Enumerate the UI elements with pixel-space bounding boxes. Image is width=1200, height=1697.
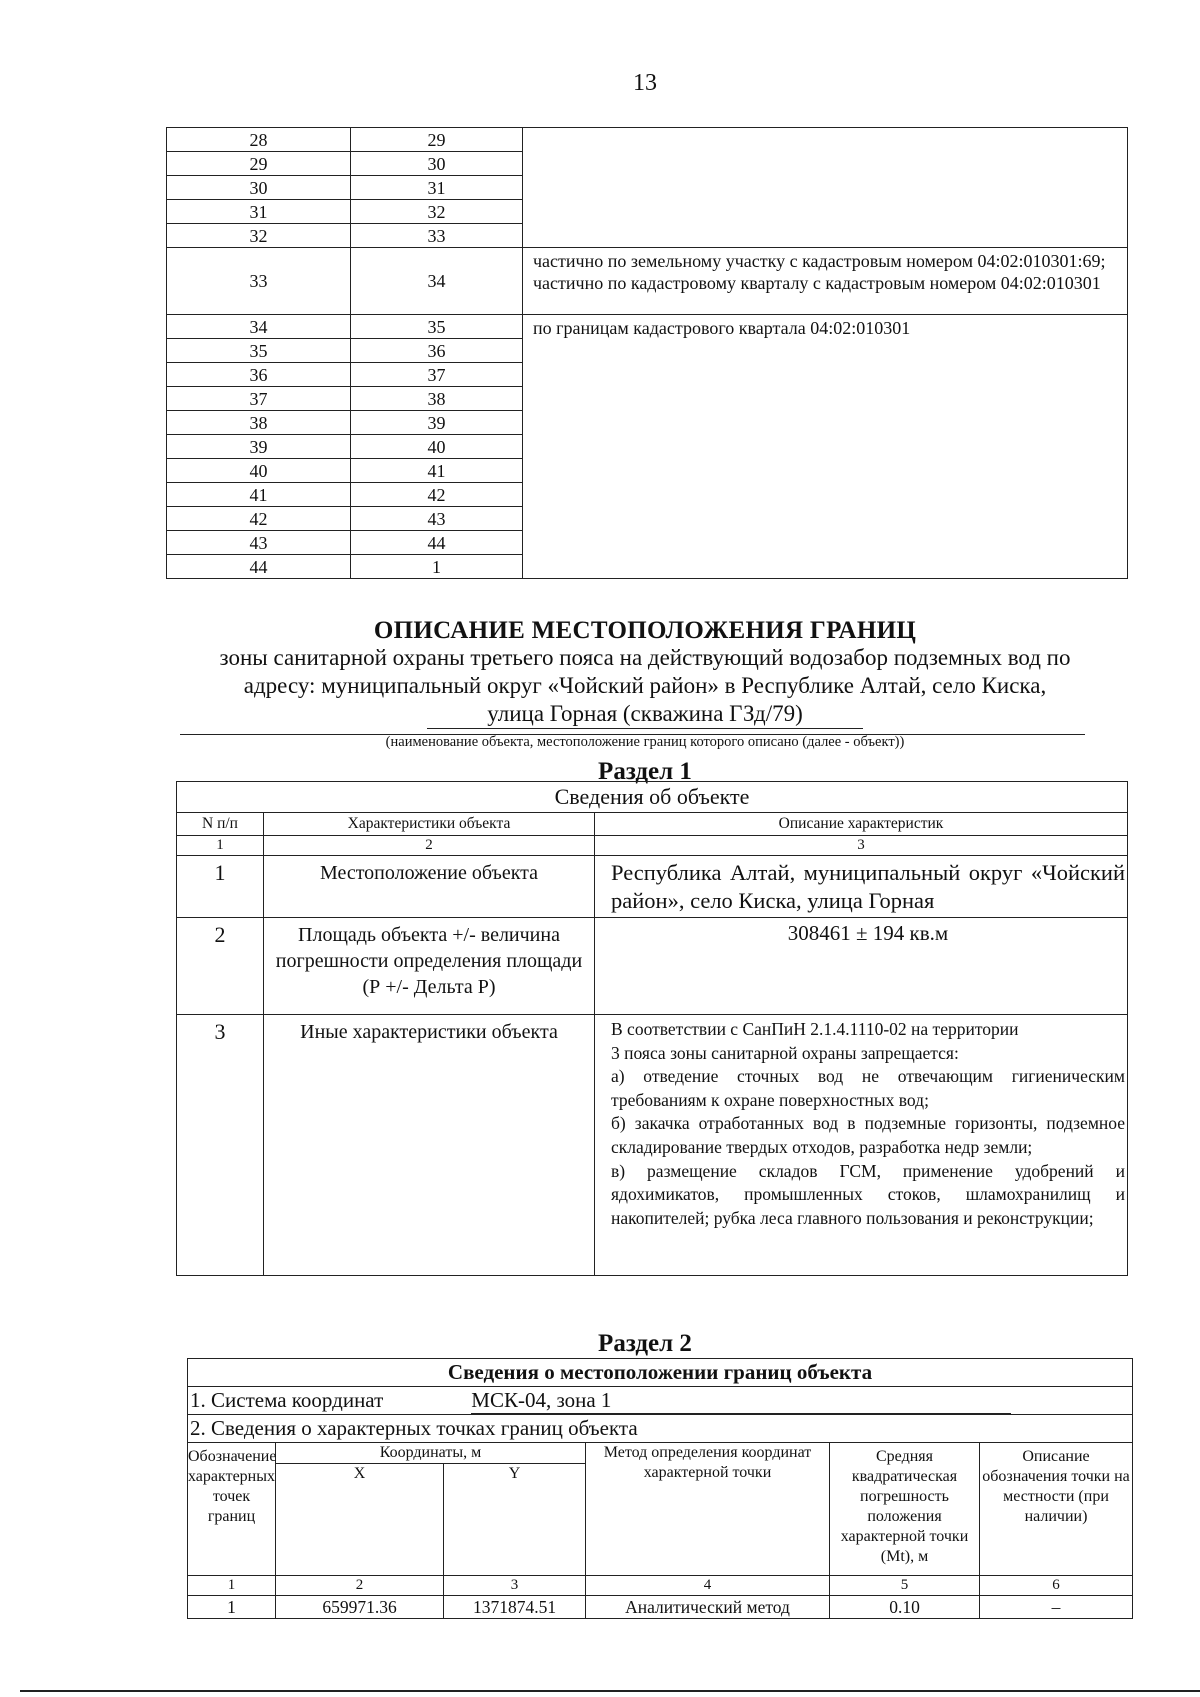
to-point: 40 — [351, 435, 523, 459]
boundary-description — [523, 128, 1128, 248]
page-bottom-rule — [20, 1690, 1200, 1692]
header-designation: Обозначение характерных точек границ — [188, 1443, 276, 1576]
to-point: 36 — [351, 339, 523, 363]
point-description-value: – — [980, 1596, 1133, 1619]
to-point: 32 — [351, 200, 523, 224]
page-number: 13 — [633, 70, 657, 96]
row-number: 1 — [177, 856, 264, 918]
coordinate-system-label: 1. Система координат — [190, 1387, 384, 1412]
section2-table — [187, 1358, 1133, 1619]
coordinate-system — [188, 1387, 1133, 1415]
to-point: 41 — [351, 459, 523, 483]
point-number: 1 — [188, 1596, 276, 1619]
from-point: 35 — [167, 339, 351, 363]
method-value: Аналитический метод — [586, 1596, 830, 1619]
object-name-line-3: улица Горная (скважина ГЗд/79) — [427, 700, 863, 729]
header-error: Средняя квадратическая погрешность положения характерной точки (Mt), м — [830, 1443, 980, 1576]
to-point: 38 — [351, 387, 523, 411]
row-number: 2 — [177, 918, 264, 1015]
boundary-description: по границам кадастрового квартала 04:02:010301 — [523, 315, 1128, 579]
section2-caption: Сведения о местоположении границ объекта — [188, 1359, 1133, 1387]
coordinate-system-value: МСК-04, зона 1 — [471, 1388, 1011, 1414]
to-point: 34 — [351, 248, 523, 315]
to-point: 44 — [351, 531, 523, 555]
to-point: 31 — [351, 176, 523, 200]
index-cell: 2 — [276, 1576, 444, 1596]
to-point: 43 — [351, 507, 523, 531]
header-description: Описание характеристик — [595, 813, 1128, 836]
object-caption: (наименование объекта, местоположение границ которого описано (далее - объект)) — [385, 734, 905, 750]
table-row — [167, 248, 1128, 315]
to-point: 42 — [351, 483, 523, 507]
restriction-line: б) закачка отработанных вод в подземные горизонты, подземное складирование твердых отходов, разработка недр земли; — [611, 1113, 1125, 1157]
boundary-table — [166, 127, 1128, 579]
error-value: 0.10 — [830, 1596, 980, 1619]
header-method: Метод определения координат характерной точки — [586, 1443, 830, 1576]
from-point: 38 — [167, 411, 351, 435]
header-point-description: Описание обозначения точки на местности (при наличии) — [980, 1443, 1133, 1576]
from-point: 43 — [167, 531, 351, 555]
to-point: 29 — [351, 128, 523, 152]
restriction-line: 3 пояса зоны санитарной охраны запрещается: — [611, 1042, 959, 1063]
to-point: 39 — [351, 411, 523, 435]
section2-heading: Раздел 2 — [598, 1330, 692, 1357]
table-row — [188, 1596, 1133, 1619]
document-title: ОПИСАНИЕ МЕСТОПОЛОЖЕНИЯ ГРАНИЦ — [373, 617, 917, 644]
header-x: X — [276, 1464, 444, 1576]
coordinate-x: 659971.36 — [276, 1596, 444, 1619]
from-point: 41 — [167, 483, 351, 507]
table-row — [167, 315, 1128, 339]
section1-caption: Сведения об объекте — [177, 782, 1128, 813]
index-cell: 3 — [444, 1576, 586, 1596]
header-characteristics: Характеристики объекта — [264, 813, 595, 836]
to-point: 1 — [351, 555, 523, 579]
index-cell: 3 — [595, 836, 1128, 856]
location-value: Республика Алтай, муниципальный округ «Чойский район», село Киска, улица Горная — [595, 856, 1128, 918]
table-row — [167, 128, 1128, 152]
index-cell: 2 — [264, 836, 595, 856]
object-name-line-2: адресу: муниципальный округ «Чойский район» в Республике Алтай, село Киска, — [243, 673, 1047, 698]
table-row — [177, 918, 1128, 1015]
from-point: 42 — [167, 507, 351, 531]
section1-heading: Раздел 1 — [598, 758, 692, 785]
coordinate-y: 1371874.51 — [444, 1596, 586, 1619]
other-characteristics-value — [595, 1015, 1128, 1276]
from-point: 44 — [167, 555, 351, 579]
from-point: 29 — [167, 152, 351, 176]
characteristic-name: Площадь объекта +/- величина погрешности определения площади (Р +/- Дельта Р) — [264, 918, 595, 1015]
from-point: 33 — [167, 248, 351, 315]
characteristic-name: Иные характеристики объекта — [264, 1015, 595, 1276]
object-name — [150, 644, 1140, 729]
area-value: 308461 ± 194 кв.м — [595, 918, 1128, 1015]
to-point: 30 — [351, 152, 523, 176]
index-cell: 1 — [188, 1576, 276, 1596]
header-y: Y — [444, 1464, 586, 1576]
from-point: 32 — [167, 224, 351, 248]
restriction-line: а) отведение сточных вод не отвечающим гигиеническим требованиям к охране поверхностных вод; — [611, 1066, 1125, 1110]
to-point: 35 — [351, 315, 523, 339]
restriction-line: в) размещение складов ГСМ, применение удобрений и ядохимикатов, промышленных стоков, шламохранилищ и накопителей; рубка леса главного пользования и реконструкции; — [611, 1160, 1125, 1228]
index-cell: 6 — [980, 1576, 1133, 1596]
header-number: N п/п — [177, 813, 264, 836]
to-point: 33 — [351, 224, 523, 248]
to-point: 37 — [351, 363, 523, 387]
from-point: 34 — [167, 315, 351, 339]
boundary-description: частично по земельному участку с кадастровым номером 04:02:010301:69; частично по кадастровому кварталу с кадастровым номером 04:02:010301 — [523, 248, 1128, 315]
row-number: 3 — [177, 1015, 264, 1276]
from-point: 31 — [167, 200, 351, 224]
table-row — [177, 1015, 1128, 1276]
characteristic-name: Местоположение объекта — [264, 856, 595, 918]
from-point: 40 — [167, 459, 351, 483]
index-cell: 5 — [830, 1576, 980, 1596]
from-point: 30 — [167, 176, 351, 200]
index-cell: 1 — [177, 836, 264, 856]
from-point: 28 — [167, 128, 351, 152]
object-name-line-1: зоны санитарной охраны третьего пояса на действующий водозабор подземных вод по — [219, 645, 1071, 670]
table-row — [177, 856, 1128, 918]
points-section-label: 2. Сведения о характерных точках границ объекта — [188, 1415, 1133, 1443]
from-point: 37 — [167, 387, 351, 411]
from-point: 36 — [167, 363, 351, 387]
header-coordinates: Координаты, м — [276, 1443, 586, 1464]
index-cell: 4 — [586, 1576, 830, 1596]
restriction-line: В соответствии с СанПиН 2.1.4.1110-02 на территории — [611, 1019, 1019, 1039]
section1-table — [176, 781, 1128, 1276]
from-point: 39 — [167, 435, 351, 459]
